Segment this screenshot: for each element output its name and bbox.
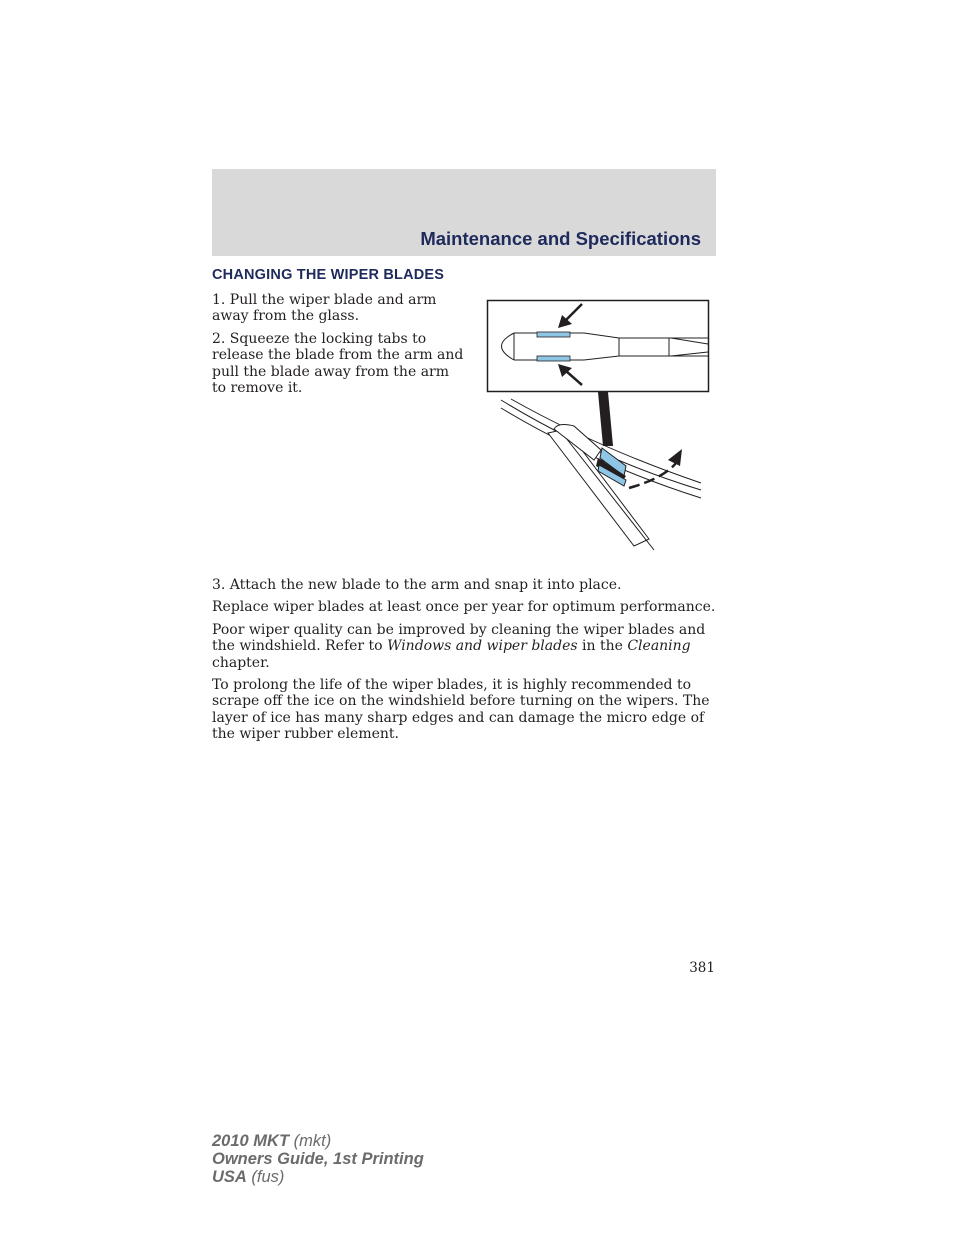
footer [212,1132,424,1187]
step-3: 3. Attach the new blade to the arm and snap it into place. [212,577,622,593]
footer-line-3: USA (fus) [212,1168,285,1187]
page-title: Maintenance and Specifications [420,228,701,249]
reference-windows-wiper-blades: Windows and wiper blades [387,638,578,655]
section-heading: CHANGING THE WIPER BLADES [212,267,445,283]
locking-tab-bottom [537,356,570,361]
wiper-blade-illustration [486,298,711,556]
footer-line-1: 2010 MKT (mkt) [212,1132,332,1150]
footer-line-2: Owners Guide, 1st Printing [212,1150,424,1169]
header-band [212,169,716,256]
step-2: 2. Squeeze the locking tabs to release the blade from the arm and pull the blade away from the arm to remove it. [212,331,464,396]
poor-quality-paragraph: Poor wiper quality can be improved by cleaning the wiper blades and the windshield. Refer to Windows and wiper blades in the Cleaning chapter. [212,622,706,671]
replace-paragraph: Replace wiper blades at least once per year for optimum performance. [212,599,716,615]
page-number: 381 [689,960,715,976]
locking-tab-top [537,332,570,337]
inset-frame [488,301,709,392]
wiper-arm [548,425,654,550]
step-1: 1. Pull the wiper blade and arm away from the glass. [212,292,437,325]
prolong-paragraph: To prolong the life of the wiper blades, it is highly recommended to scrape off the ice on the windshield before turning on the wipers. The layer of ice has many sharp edges and can damage the micro edge of the wiper rubber element. [212,677,710,742]
reference-cleaning-chapter: Cleaning [627,638,691,655]
callout-pointer [598,392,613,446]
